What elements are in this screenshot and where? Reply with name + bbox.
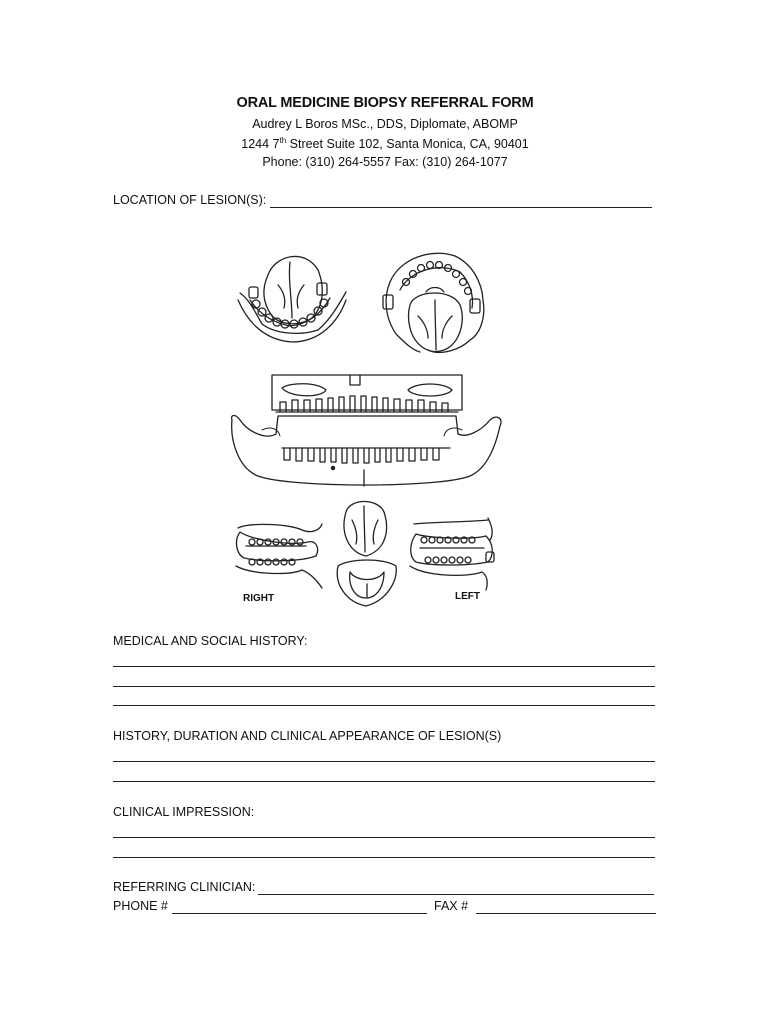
clinical-impression-line-1[interactable] (113, 837, 655, 838)
left-lateral-view (410, 518, 494, 590)
form-title: ORAL MEDICINE BIOPSY REFERRAL FORM (236, 95, 534, 111)
doctor-name: Audrey L Boros MSc., DDS, Diplomate, ABOMP (252, 117, 518, 131)
medical-history-line-1[interactable] (113, 666, 655, 667)
lesion-history-line-2[interactable] (113, 781, 655, 782)
address-ordinal: th (279, 136, 287, 145)
address-street-number: 1244 7 (241, 137, 280, 152)
left-label: LEFT (455, 591, 480, 602)
lesion-history-label: HISTORY, DURATION AND CLINICAL APPEARANCE OF LESION(S) (113, 729, 502, 743)
medical-history-line-2[interactable] (113, 686, 655, 687)
maxilla-occlusal-view (238, 256, 346, 342)
referring-clinician-line[interactable] (258, 894, 654, 895)
right-label: RIGHT (243, 593, 275, 604)
medical-history-label: MEDICAL AND SOCIAL HISTORY: (113, 634, 308, 648)
fax-label: FAX # (434, 899, 469, 913)
contact-line: Phone: (310) 264-5557 Fax: (310) 264-1077 (262, 155, 508, 169)
address-rest: Street Suite 102, Santa Monica, CA, 90401 (286, 137, 529, 152)
phone-line[interactable] (172, 913, 427, 914)
location-label: LOCATION OF LESION(S): (113, 193, 267, 207)
clinical-impression-label: CLINICAL IMPRESSION: (113, 805, 255, 819)
phone-label: PHONE # (113, 899, 168, 913)
dentition-frontal-view (232, 375, 501, 486)
referring-clinician-label: REFERRING CLINICIAN: (113, 880, 256, 894)
right-lateral-view (236, 524, 322, 588)
lesion-history-line-1[interactable] (113, 761, 655, 762)
tongue-views (337, 502, 396, 607)
mandible-occlusal-view (383, 253, 484, 352)
fax-line[interactable] (476, 913, 656, 914)
medical-history-line-3[interactable] (113, 705, 655, 706)
clinical-impression-line-2[interactable] (113, 857, 655, 858)
